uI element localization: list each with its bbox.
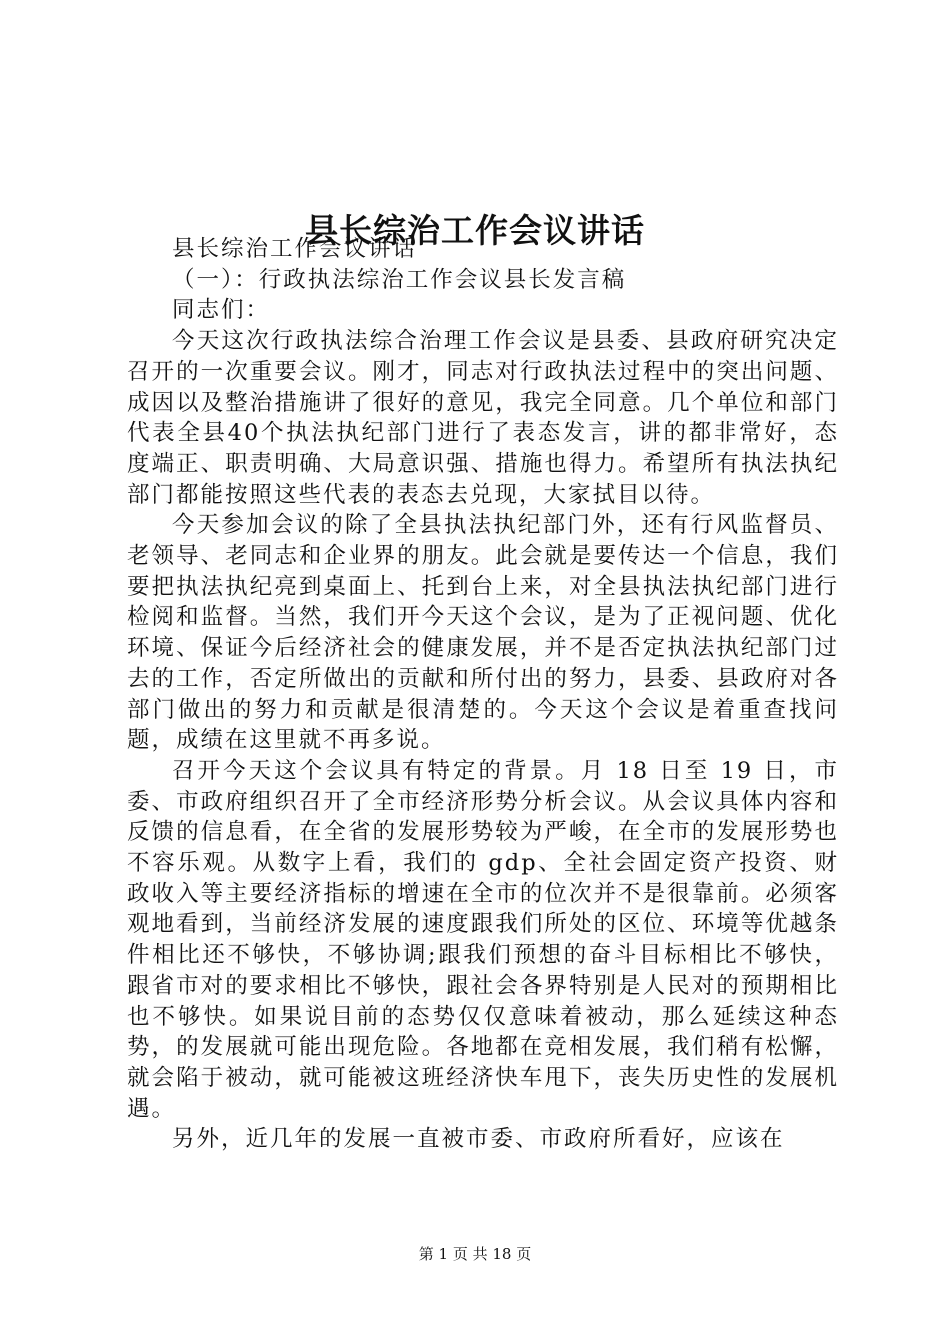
section-heading: （一）：行政执法综治工作会议县长发言稿	[172, 266, 627, 293]
subtitle-paragraph: 县长综治工作会议讲话	[172, 236, 418, 262]
body-paragraph-1: 今天这次行政执法综合治理工作会议是县委、县政府研究决定召开的一次重要会议。刚才，同志对行政执法过程中的突出问题、成因以及整治措施讲了很好的意见，我完全同意。几个单位和部门代表全县40个执法执纪部门进行了表态发言，讲的都非常好，态度端正、职责明确、大局意识强、措施也得力。希望所有执法执纪部门都能按照这些代表的表态去兑现，大家拭目以待。	[127, 328, 839, 508]
document-body	[127, 234, 839, 1155]
body-paragraph-2: 今天参加会议的除了全县执法执纪部门外，还有行风监督员、老领导、老同志和企业界的朋友。此会就是要传达一个信息，我们要把执法执纪亮到桌面上、托到台上来，对全县执法执纪部门进行检阅和监督。当然，我们开今天这个会议，是为了正视问题、优化环境、保证今后经济社会的健康发展，并不是否定执法执纪部门过去的工作，否定所做出的贡献和所付出的努力，县委、县政府对各部门做出的努力和贡献是很清楚的。今天这个会议是着重查找问题，成绩在这里就不再多说。	[127, 512, 839, 754]
body-paragraph-4: 另外，近几年的发展一直被市委、市政府所看好，应该在	[172, 1126, 785, 1153]
salutation: 同志们：	[172, 297, 271, 324]
page-title: 县长综治工作会议讲话	[305, 211, 645, 251]
page-footer: 第 1 页 共 18 页	[418, 1245, 532, 1263]
body-paragraph-3: 召开今天这个会议具有特定的背景。月 18 日至 19 日，市委、市政府组织召开了全市经济形势分析会议。从会议具体内容和反馈的信息看，在全省的发展形势较为严峻，在全市的发展形势也不容乐观。从数字上看，我们的 gdp、全社会固定资产投资、财政收入等主要经济指标的增速在全市的位次并不是很靠前。必须客观地看到，当前经济发展的速度跟我们所处的区位、环境等优越条件相比还不够快，不够协调;跟我们预想的奋斗目标相比不够快，跟省市对的要求相比不够快，跟社会各界特别是人民对的预期相比也不够快。如果说目前的态势仅仅意味着被动，那么延续这种态势，的发展就可能出现危险。各地都在竞相发展，我们稍有松懈，就会陷于被动，就可能被这班经济快车甩下，丧失历史性的发展机遇。	[127, 757, 839, 1122]
